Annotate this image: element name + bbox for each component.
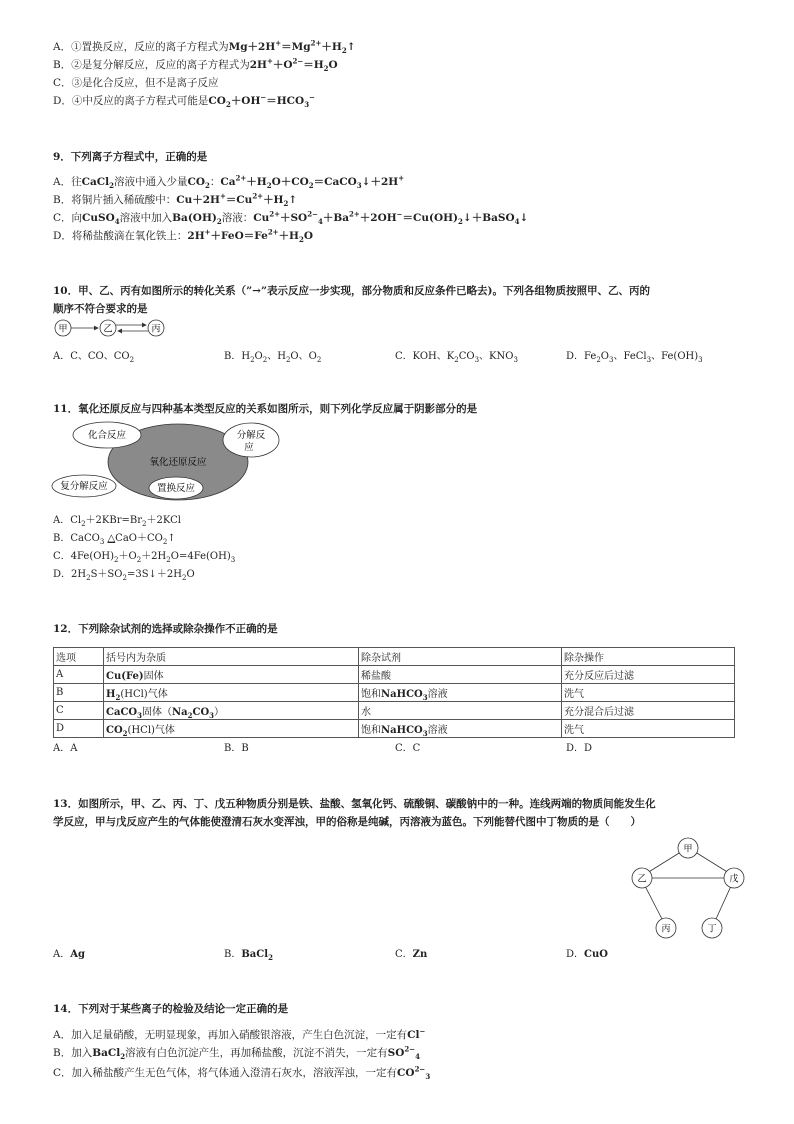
q9-option-d[interactable]: D．将稀盐酸滴在氧化铁上：$2H^++FeO=Fe^{2+}+H_2O$	[53, 227, 314, 245]
decomposition-label: 分解反	[236, 430, 266, 441]
q13-stem-line2: 学反应，甲与戊反应产生的气体能使澄清石灰水变浑浊，甲的俗称是纯碱，丙溶液为蓝色。下列能替代图中丁物质的是（ ）	[53, 816, 641, 828]
q10-conversion-diagram	[54, 318, 172, 338]
node-ding: 丁	[707, 924, 717, 935]
row-reagent: 水	[359, 702, 562, 720]
table-row	[54, 720, 735, 738]
q10-node-jia: 甲	[58, 324, 68, 335]
table-row	[54, 666, 735, 684]
q12-stem: 12．下列除杂试剂的选择或除杂操作不正确的是	[53, 623, 278, 635]
q12-option-d[interactable]: D．D	[566, 743, 593, 754]
header-operation: 除杂操作	[562, 648, 735, 666]
node-jia: 甲	[683, 844, 693, 855]
node-wu: 戊	[729, 874, 739, 885]
q14-stem: 14．下列对于某些离子的检验及结论一定正确的是	[53, 1003, 289, 1015]
q13-option-c[interactable]: C．Zn	[395, 949, 428, 960]
redox-label: 氧化还原反应	[149, 457, 207, 468]
row-reagent: 饱和NaHCO$_3$溶液	[359, 720, 562, 738]
q8-b-equation: $2H^++O^{2-}=H_2O$	[249, 56, 338, 74]
q12-option-a[interactable]: A．A	[53, 743, 78, 754]
row-item: CaCO$_3$固体$(Na_2CO_3)$	[104, 702, 359, 720]
q10-node-yi: 乙	[103, 324, 113, 335]
table-row	[54, 684, 735, 702]
node-bing: 丙	[661, 924, 671, 935]
header-option: 选项	[54, 648, 104, 666]
q13-option-a[interactable]: A．Ag	[53, 949, 85, 960]
double-displacement-label: 复分解反应	[60, 481, 108, 492]
row-reagent: 饱和NaHCO$_3$溶液	[359, 684, 562, 702]
q14-option-c[interactable]: C．加入稀盐酸产生无色气体，将气体通入澄清石灰水，溶液浑浊，一定有$CO^{2-}_3$	[53, 1064, 431, 1082]
q8-option-a[interactable]	[53, 40, 356, 54]
q11-option-b[interactable]: B．CaCO$_3$ $\triangle CaO+CO_2↑$	[53, 533, 176, 546]
row-reagent: 稀盐酸	[359, 666, 562, 684]
row-item: $CO_2(HCl)$气体	[104, 720, 359, 738]
row-operation: 洗气	[562, 720, 735, 738]
decomposition-label-2: 应	[244, 442, 254, 453]
node-yi: 乙	[637, 874, 647, 885]
q11-option-c[interactable]: C．$4Fe(OH)_2+O_2+2H_2O=4Fe(OH)_3$	[53, 551, 236, 564]
row-option: D	[54, 720, 104, 738]
q14-option-a[interactable]: A．加入足量硝酸，无明显现象，再加入硝酸银溶液，产生白色沉淀，一定有Cl−	[53, 1026, 426, 1041]
row-operation: 洗气	[562, 684, 735, 702]
row-item: $H_2(HCl)$气体	[104, 684, 359, 702]
row-option: C	[54, 702, 104, 720]
q10-node-bing: 丙	[151, 324, 161, 335]
q10-stem-line2: 顺序不符合要求的是	[53, 303, 148, 315]
q13-option-d[interactable]: D．CuO	[566, 949, 608, 960]
header-impurity: 括号内为杂质	[104, 648, 359, 666]
q10-option-b[interactable]: B．$H_2O_2$、$H_2O$、$O_2$	[224, 351, 322, 364]
row-operation: 充分反应后过滤	[562, 666, 735, 684]
q8-option-d[interactable]	[53, 94, 315, 108]
combination-label: 化合反应	[87, 430, 127, 441]
q9-option-b[interactable]: B．将铜片插入稀硫酸中：$Cu+2H^+=Cu^{2+}+H_2↑$	[53, 191, 298, 209]
q8-a-text: A．①置换反应，反应的离子方程式为	[53, 41, 229, 53]
q14-option-b[interactable]: B．加入BaCl$_2$溶液有白色沉淀产生，再加稀盐酸，沉淀不消失，一定有$SO^{2-}_4$	[53, 1044, 420, 1062]
q13-stem-line1: 13．如图所示，甲、乙、丙、丁、戊五种物质分别是铁、盐酸、氢氧化钙、硫酸铜、碳酸钠中的一种。连线两端的物质间能发生化	[53, 798, 656, 810]
q10-option-d[interactable]: D．$Fe_2O_3$、FeCl$_3$、$Fe(OH)_3$	[566, 351, 703, 364]
q9-option-c[interactable]: C．向CuSO$_4$溶液中加入$Ba(OH)_2$溶液：$Cu^{2+}+SO^{2-}_4+Ba^{2+}+2OH^-=Cu(OH)_2↓+BaSO_4↓$	[53, 209, 529, 227]
row-option: A	[54, 666, 104, 684]
q8-option-c[interactable]: C．③是化合反应，但不是离子反应	[53, 77, 219, 89]
q11-option-d[interactable]: D．$2H_2S+SO_2=3S↓+2H_2O$	[53, 569, 195, 582]
q12-option-b[interactable]: B．B	[224, 743, 249, 754]
q9-option-a[interactable]: A．往CaCl$_2$溶液中通入少量$CO_2$：$Ca^{2+}+H_2O+CO_2=CaCO_3↓+2H^+$	[53, 173, 405, 191]
q10-option-a[interactable]: A．C、CO、$CO_2$	[53, 351, 135, 364]
row-option: B	[54, 684, 104, 702]
heating-symbol: △	[107, 533, 116, 544]
q8-b-text: B．②是复分解反应，反应的离子方程式为	[53, 59, 250, 71]
row-operation: 充分混合后过滤	[562, 702, 735, 720]
q10-stem-line1: 10．甲、乙、丙有如图所示的转化关系（”→”表示反应一步实现，部分物质和反应条件已略去)。下列各组物质按照甲、乙、丙的	[53, 285, 650, 297]
table-header-row	[54, 648, 735, 666]
q12-option-c[interactable]: C．C	[395, 743, 421, 754]
header-reagent: 除杂试剂	[359, 648, 562, 666]
q8-d-text: D．④中反应的离子方程式可能是	[53, 95, 209, 107]
table-row	[54, 702, 735, 720]
q8-d-equation: $CO_2+OH^-=HCO_3^-$	[208, 92, 315, 110]
q9-stem: 9．下列离子方程式中，正确的是	[53, 151, 208, 163]
q10-option-c[interactable]: C．KOH、$K_2CO_3$、$KNO_3$	[395, 351, 518, 364]
displacement-label: 置换反应	[156, 483, 196, 494]
q11-stem: 11．氧化还原反应与四种基本类型反应的关系如图所示，则下列化学反应属于阴影部分的是	[53, 403, 478, 415]
q13-option-b[interactable]: B．BaCl$_2$	[224, 949, 273, 962]
q8-a-equation: $Mg+2H^+=Mg^{2+}+H_2↑$	[228, 38, 356, 56]
q11-option-a[interactable]: A．$Cl_2+2KBr=Br_2+2KCl$	[53, 515, 181, 528]
q8-option-b[interactable]	[53, 58, 338, 72]
row-item: Cu(Fe)固体	[104, 666, 359, 684]
q12-table	[53, 647, 735, 738]
q13-pentagon-diagram	[632, 836, 744, 942]
q11-relation-diagram	[52, 420, 282, 504]
